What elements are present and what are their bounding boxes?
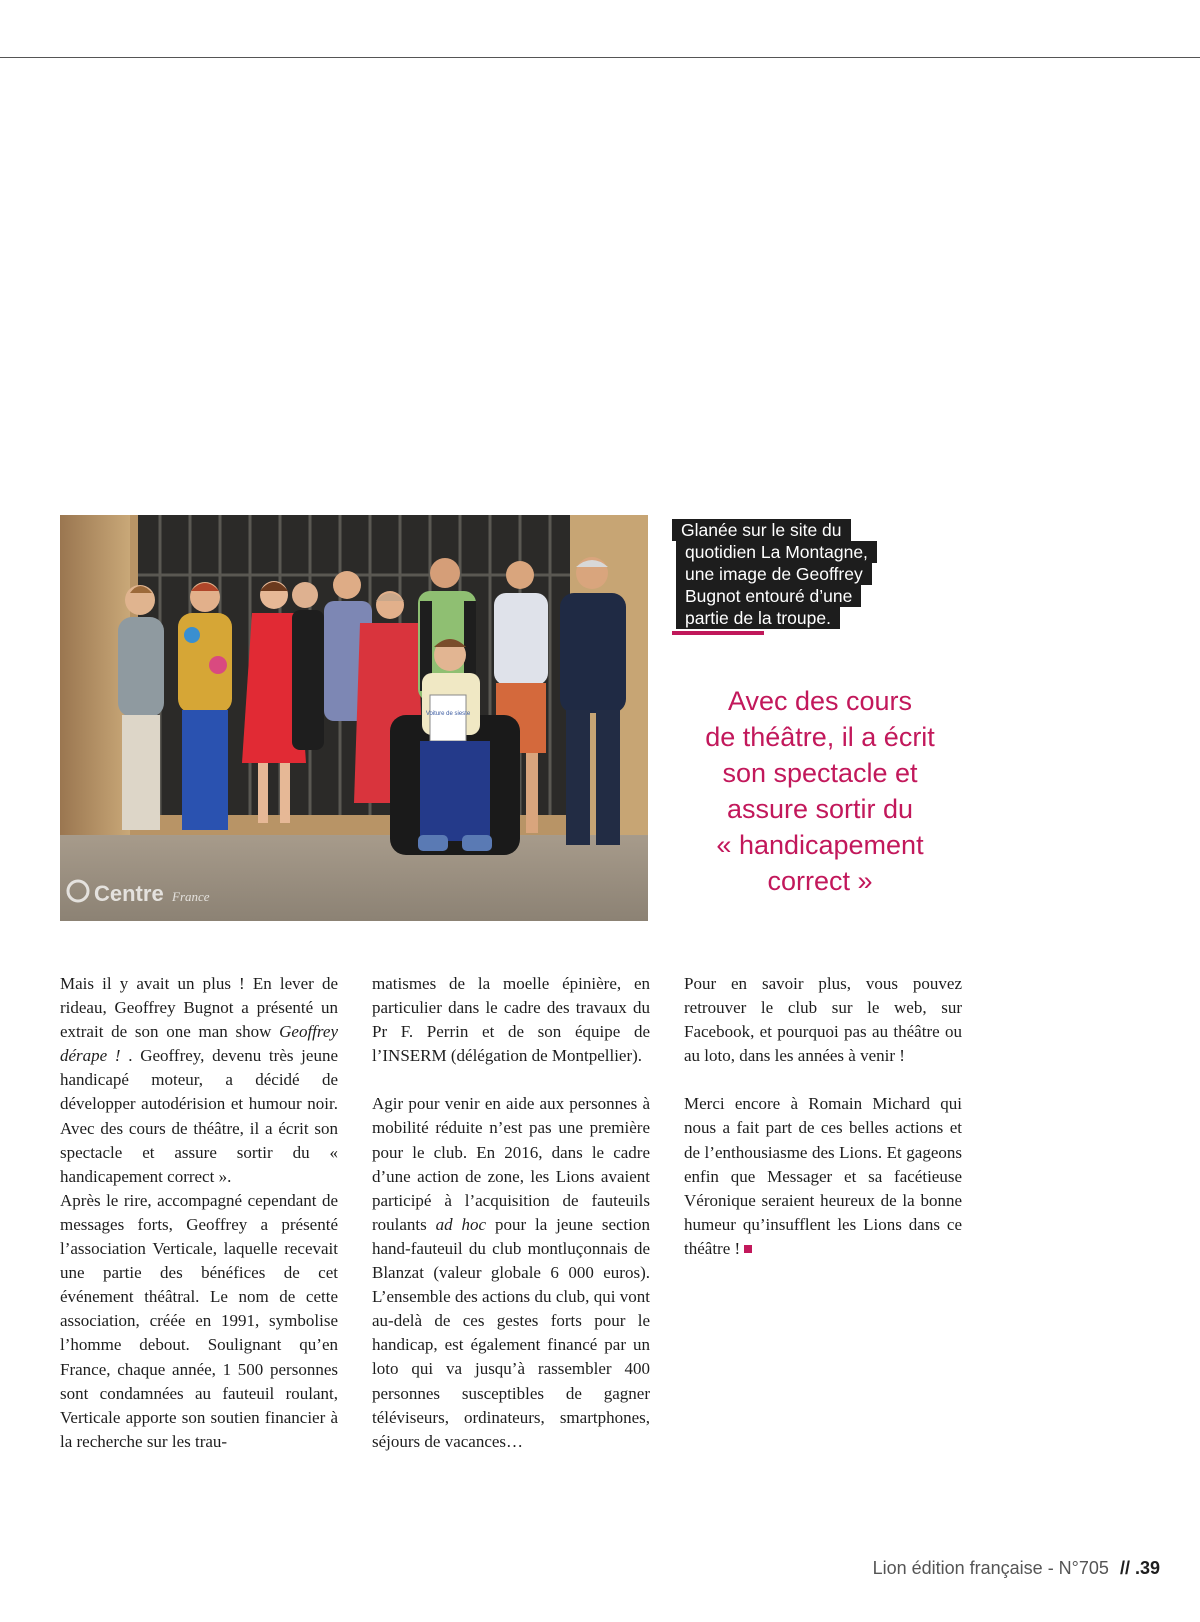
top-rule — [0, 57, 1200, 58]
italic-term: ad hoc — [435, 1214, 487, 1234]
group-photo — [60, 515, 648, 921]
pull-quote-line: assure sortir du — [726, 794, 914, 824]
photo-caption — [672, 519, 877, 635]
show-title: Geoffrey dérape ! — [60, 1022, 338, 1066]
end-of-article-mark — [744, 1245, 752, 1253]
paragraph: matismes de la moelle épinière, en particulier dans le cadre des travaux du Pr F. Perrin et de son équipe de l’INSERM (délégation de Montpellier). — [372, 974, 650, 1066]
photo-watermark: Centre — [94, 881, 164, 906]
page-number: .39 — [1134, 1558, 1160, 1578]
footer-separator: // — [1119, 1558, 1130, 1578]
caption-line: Bugnot entouré d’une — [676, 585, 861, 607]
paragraph: Pour en savoir plus, vous pouvez retrouver le club sur le web, sur Facebook, et pourquoi pas au théâtre ou au loto, dans les années à venir ! — [684, 974, 962, 1066]
pull-quote-line: « handicapement — [716, 830, 924, 860]
caption-line: Glanée sur le site du — [672, 519, 851, 541]
paragraph: Après le rire, accompagné cependant de messages forts, Geoffrey a présenté l’association Verticale, laquelle recevait une partie des bénéfices de cet événement théâtral. Le nom de cette association, créée en 1991, symbolise l’homme debout. Soulignant qu’en France, chaque année, 1 500 personnes sont condamnées au fauteuil roulant, Verticale apporte son soutien financier à la recherche sur les trau- — [60, 1190, 338, 1451]
paragraph: Mais il y avait un plus ! En lever de rideau, Geoffrey Bugnot a présenté un extrait de son one man show Geoffrey dérape ! . Geoffrey, devenu très jeune handicapé moteur, a décidé de développer autodérision et humour noir. Avec des cours de théâtre, il a écrit son spectacle et assure sortir du « handicapement correct ». — [60, 974, 338, 1186]
publication-name: Lion édition française - N°705 — [872, 1558, 1109, 1578]
article-column-2 — [372, 972, 650, 1454]
page-footer — [873, 1558, 1160, 1579]
article-column-1 — [60, 972, 338, 1454]
caption-line: quotidien La Montagne, — [676, 541, 877, 563]
pull-quote — [690, 683, 950, 899]
pull-quote-line: correct » — [767, 866, 873, 896]
article-column-3 — [684, 972, 962, 1261]
paragraph: Merci encore à Romain Michard qui nous a fait part de ces belles actions et de l’enthousiasme des Lions. Et gageons enfin que Messager et sa facétieuse Véronique seraient heureux de la bonne humeur qu’insufflent les Lions dans ce théâtre ! — [684, 1094, 962, 1258]
photo-watermark-sub: France — [172, 889, 210, 904]
pull-quote-line: Avec des cours — [727, 686, 913, 716]
caption-accent-bar — [672, 631, 764, 635]
held-sign-text: Voiture de sieste — [425, 711, 471, 717]
caption-line: partie de la troupe. — [676, 607, 840, 629]
caption-line: une image de Geoffrey — [676, 563, 872, 585]
pull-quote-line: son spectacle et — [722, 758, 918, 788]
pull-quote-line: de théâtre, il a écrit — [705, 722, 935, 752]
paragraph: Agir pour venir en aide aux personnes à mobilité réduite n’est pas une première pour le club. En 2016, dans le cadre d’une action de zone, les Lions avaient participé à l’acquisition de fauteuils roulants ad hoc pour la jeune section hand-fauteuil du club montluçonnais de Blanzat (valeur globale 6 000 euros). L’ensemble des actions du club, qui vont au-delà de ces gestes forts pour le handicap, est également financé par un loto qui va jusqu’à rassembler 400 personnes susceptibles de gagner téléviseurs, ordinateurs, smartphones, séjours de vacances… — [372, 1094, 651, 1451]
